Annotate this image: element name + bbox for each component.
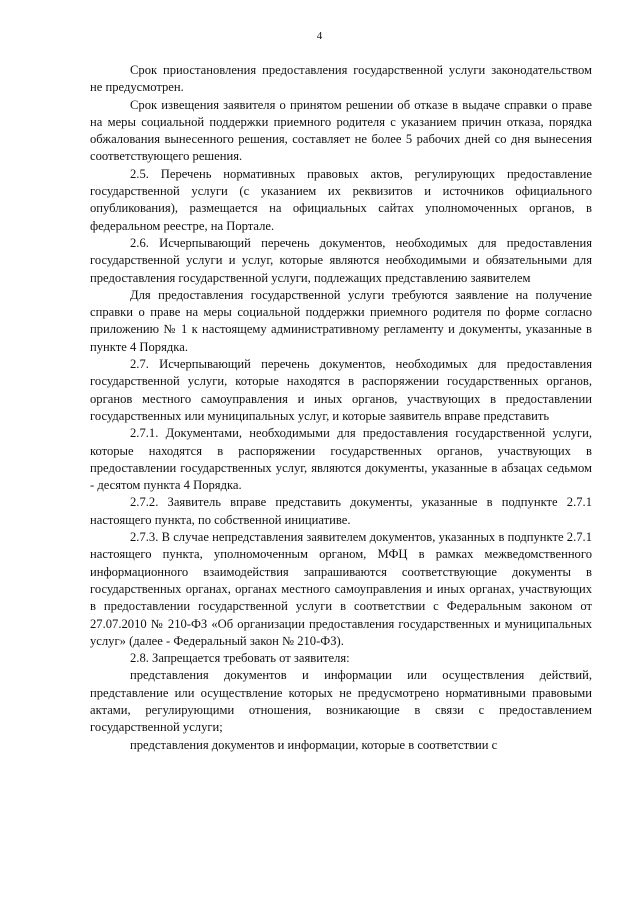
paragraph-2-8: 2.8. Запрещается требовать от заявителя:: [130, 651, 350, 666]
paragraph-2-7-3: 2.7.3. В случае непредставления заявителем документов, указанных в подпункте 2.7.1 настоящего пункта, уполномоченным органом, МФЦ в рамках межведомственного информационного взаимодействия запрашиваются соответствующие документы в государственных органах, органах местного самоуправления и иных органах, участвующих в предоставлении государственной услуги в соответствии с Федеральным законом от 27.07.2010 № 210-ФЗ «Об организации предоставления государственных и муниципальных услуг» (далее - Федеральный закон № 210-ФЗ).: [90, 530, 592, 648]
paragraph-prohibition-1: представления документов и информации или осуществления действий, представление или осуществление которых не предусмотрено нормативными правовыми актами, регулирующими отношения, возникающие в связи с предоставлением государственной услуги;: [90, 668, 592, 735]
document-body: [90, 62, 592, 754]
paragraph-2-7-1: 2.7.1. Документами, необходимыми для предоставления государственной услуги, которые находятся в распоряжении государственных органов, участвующих в предоставлении государственных услуг, являются документы, указанные в абзацах седьмом - десятом пункта 4 Порядка.: [90, 426, 592, 493]
paragraph-2-6: 2.6. Исчерпывающий перечень документов, необходимых для предоставления государственной услуги и услуг, которые являются необходимыми и обязательными для предоставления государственной услуги, подлежащих представлению заявителем: [90, 235, 592, 285]
paragraph-2-7-2: 2.7.2. Заявитель вправе представить документы, указанные в подпункте 2.7.1 настоящего пункта, по собственной инициативе.: [90, 495, 592, 527]
paragraph-required-documents: Для предоставления государственной услуги требуются заявление на получение справки о праве на меры социальной поддержки приемного родителя по форме согласно приложению № 1 к настоящему административному регламенту и документы, указанные в пункте 4 Порядка.: [90, 287, 592, 354]
paragraph-refusal-notice: Срок извещения заявителя о принятом решении об отказе в выдаче справки о праве на меры социальной поддержки приемного родителя с указанием причин отказа, порядка обжалования вынесенного решения, составляет не более 5 рабочих дней со дня вынесения соответствующего решения.: [90, 97, 592, 164]
paragraph-2-7: 2.7. Исчерпывающий перечень документов, необходимых для предоставления государственной услуги, которые находятся в распоряжении государственных органов, органов местного самоуправления и иных органов, участвующих в предоставлении государственных или муниципальных услуг, и которые заявитель вправе представить: [90, 357, 592, 423]
paragraph-prohibition-2: представления документов и информации, которые в соответствии с: [130, 737, 498, 752]
paragraph-2-5: 2.5. Перечень нормативных правовых актов, регулирующих предоставление государственной услуги (с указанием их реквизитов и источников официального опубликования), размещается на официальных сайтах уполномоченных органов, в федеральном реестре, на Портале.: [90, 166, 592, 233]
page-number: 4: [316, 30, 323, 42]
paragraph-suspension-term: Срок приостановления предоставления государственной услуги законодательством не предусмотрен.: [90, 63, 592, 95]
